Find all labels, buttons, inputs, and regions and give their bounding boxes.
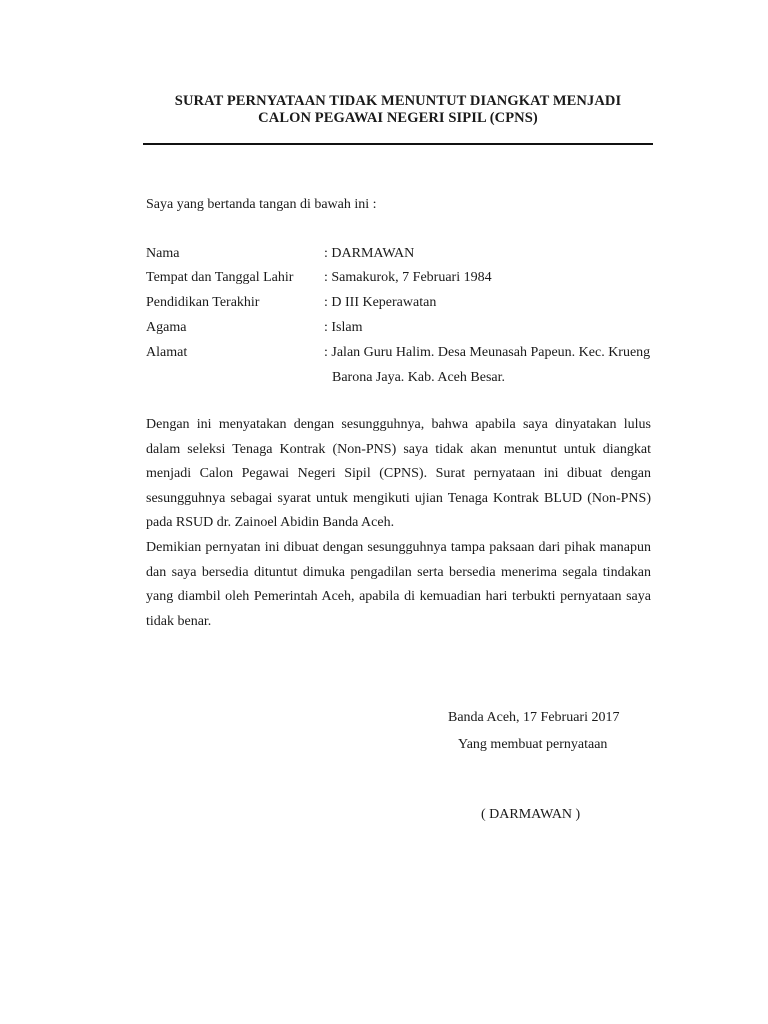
signature-place-date: Banda Aceh, 17 Februari 2017 (448, 710, 620, 725)
field-value-alamat: : Jalan Guru Halim. Desa Meunasah Papeun. Kec. Krueng (324, 345, 651, 360)
field-label-pendidikan: Pendidikan Terakhir (146, 295, 260, 310)
field-label-tempat-tanggal-lahir: Tempat dan Tanggal Lahir (146, 270, 294, 285)
title-line-2: CALON PEGAWAI NEGERI SIPIL (CPNS) (258, 110, 538, 126)
field-value-nama: : DARMAWAN (324, 246, 415, 261)
signature-name: ( DARMAWAN ) (481, 807, 581, 822)
field-value-pendidikan: : D III Keperawatan (324, 295, 437, 310)
statement-paragraph: Dengan ini menyatakan dengan sesungguhnya, bahwa apabila saya dinyatakan lulus dalam seleksi Tenaga Kontrak (Non-PNS) saya tidak akan menuntut untuk diangkat menjadi Calon Pegawai Negeri Sipil (CPNS). Surat pernyataan ini dibuat dengan sesungguhnya sebagai syarat untuk mengikuti ujian Tenaga Kontrak BLUD (Non-PNS) pada RSUD dr. Zainoel Abidin Banda Aceh. (146, 417, 651, 530)
field-value-agama: : Islam (324, 320, 363, 335)
title-line-1: SURAT PERNYATAAN TIDAK MENUNTUT DIANGKAT MENJADI (174, 93, 622, 109)
document-title (143, 93, 653, 127)
signature-maker-label: Yang membuat pernyataan (458, 737, 608, 752)
field-value-tempat-tanggal-lahir: : Samakurok, 7 Februari 1984 (324, 270, 492, 285)
field-label-agama: Agama (146, 320, 187, 335)
closing-paragraph: Demikian pernyatan ini dibuat dengan sesungguhnya tampa paksaan dari pihak manapun dan saya bersedia dituntut dimuka pengadilan serta bersedia menerima segala tindakan yang diambil oleh Pemerintah Aceh, apabila di kemuadian hari terbukti pernyataan saya tidak benar. (146, 540, 651, 629)
field-label-nama: Nama (146, 246, 180, 261)
field-value-alamat-continued: Barona Jaya. Kab. Aceh Besar. (332, 370, 505, 385)
field-label-alamat: Alamat (146, 345, 188, 360)
title-underline (143, 143, 653, 145)
intro-text: Saya yang bertanda tangan di bawah ini : (146, 197, 377, 212)
